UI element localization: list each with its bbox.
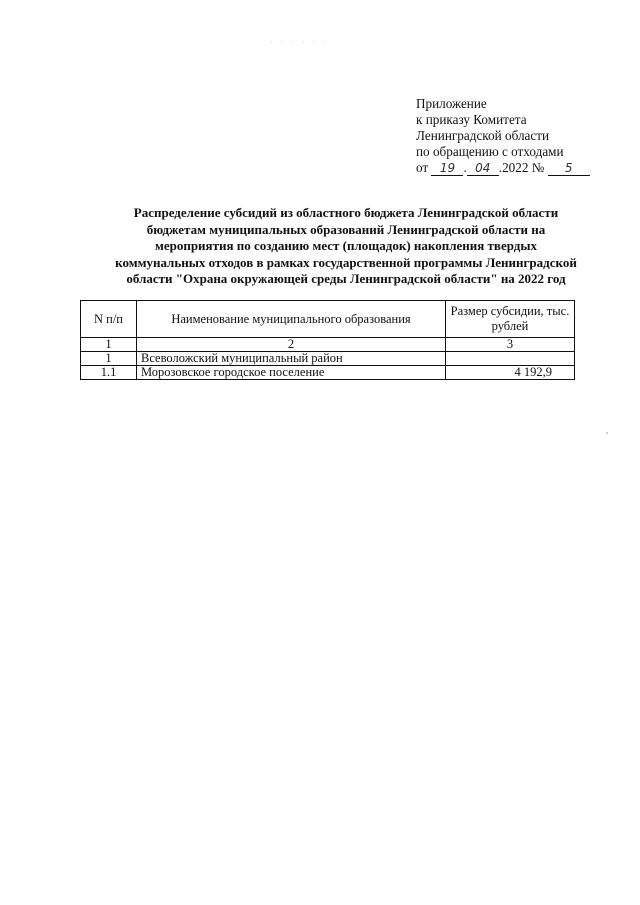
header-cell: Наименование муниципального образования [137,301,446,338]
title-line: коммунальных отходов в рамках государственной программы Ленинградской [115,254,577,270]
table-row [81,352,575,366]
title-line: Распределение субсидий из областного бюджета Ленинградской области [133,205,559,220]
attachment-line: Ленинградской области [416,128,550,143]
date-month: 04 [467,162,499,176]
title-line: бюджетам муниципальных образований Ленинградской области на [146,221,546,237]
row-name-cell: Всеволожский муниципальный район [137,352,446,366]
table-row [81,366,575,380]
attachment-line: к приказу Комитета [416,112,527,127]
title-line: мероприятия по созданию мест (площадок) накопления твердых [154,238,537,253]
date-prefix: от [416,160,429,175]
column-number-cell: 2 [137,338,446,352]
attachment-date-line: от 19 . 04 .2022 № 5 [416,160,626,176]
attachment-line: Приложение [416,96,487,111]
document-title [96,205,596,288]
scan-artifact: · · · · · · [270,38,329,47]
scan-dot [606,432,608,434]
row-num-cell: 1.1 [81,366,137,380]
date-day: 19 [431,162,463,176]
title-line: области "Охрана окружающей среды Ленинградской области" на 2022 год [126,271,566,286]
date-year: .2022 № [498,160,545,175]
row-amount-cell [446,352,575,366]
row-amount-cell: 4 192,9 [446,366,575,380]
attachment-block [416,96,626,176]
header-cell: Размер субсидии, тыс. рублей [446,301,575,338]
row-num-cell: 1 [81,352,137,366]
subsidy-table [80,300,575,380]
column-number-row [81,338,575,352]
order-number: 5 [548,162,590,176]
header-cell: N п/п [81,301,137,338]
table-header-row [81,301,575,338]
column-number-cell: 3 [446,338,575,352]
column-number-cell: 1 [81,338,137,352]
row-name-cell: Морозовское городское поселение [137,366,446,380]
attachment-line: по обращению с отходами [416,144,564,159]
